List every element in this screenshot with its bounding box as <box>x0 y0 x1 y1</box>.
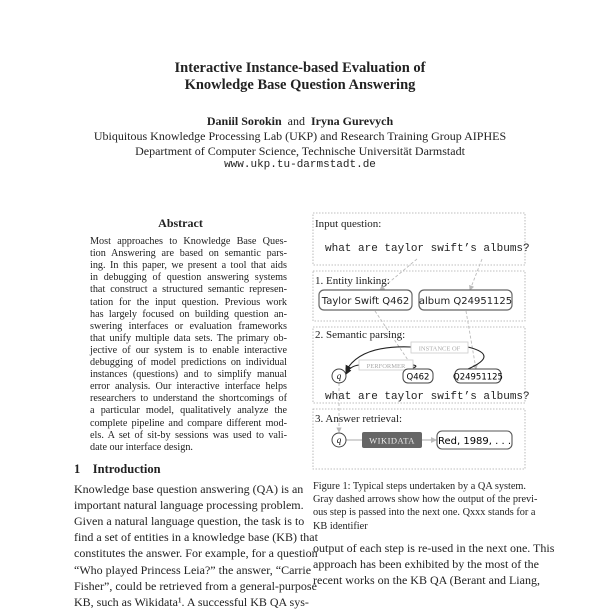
performer-edge <box>346 365 359 374</box>
text-line: constitutes the answer. For example, for a question <box>74 546 318 561</box>
variable-label: q <box>336 371 342 381</box>
text-line: Given a natural language question, the task is to <box>74 514 305 529</box>
text-line: ous step is passed into the next one. Qxxx stands for a <box>313 507 536 519</box>
text-line: jective of our system is to enable interactive <box>90 344 287 356</box>
text-line: KB, such as Wikidata¹. A successful KB QA sys- <box>74 594 309 609</box>
text-line: error analysis. Our interactive interface helps <box>90 381 287 393</box>
affiliation: Ubiquitous Knowledge Processing Lab (UKP) and Research Training Group AIPHES <box>93 129 507 143</box>
text-line: Knowledge base question answering (QA) is an <box>74 482 304 496</box>
answer-label: Red, 1989, . . . <box>437 436 512 447</box>
text-line: ing. In this paper, we present a tool that aids <box>90 260 287 272</box>
section-number: 1 <box>74 462 81 476</box>
text-line: a particular model, qualitatively analyze the <box>90 405 287 417</box>
paper-title-line-2: Knowledge Base Question Answering <box>184 77 416 93</box>
text-line: Figure 1: Typical steps undertaken by a QA system. <box>313 481 526 492</box>
author-name: Iryna Gurevych <box>311 114 394 128</box>
text-line: KB identifier <box>313 520 368 532</box>
department: Department of Computer Science, Technische Universität Darmstadt <box>135 144 465 158</box>
text-line: swering interfaces or evaluation frameworks <box>90 320 287 332</box>
paper-title-line-1: Interactive Instance-based Evaluation of <box>174 60 426 76</box>
text-line: researchers to understand the shortcomings of <box>90 393 287 405</box>
text-line: output of each step is re-used in the next one. This <box>313 541 555 555</box>
parsed-question-text: what are taylor swift’s albums? <box>325 391 530 403</box>
variable-label: q <box>336 435 342 445</box>
input-question-label: Input question: <box>315 218 382 230</box>
text-line: Fisher”, could be retrieved from a general-purpose <box>74 578 317 593</box>
text-line: approach has been exhibited by the most of the <box>313 557 539 572</box>
text-line: has largely focused on building question an- <box>90 308 287 320</box>
abstract-heading: Abstract <box>158 216 203 230</box>
entity-node-label: Q462 <box>406 372 430 383</box>
text-line: tion Answering are based on semantic pars- <box>90 248 287 260</box>
instance-of-edge-tail <box>468 347 484 369</box>
text-line: complete pipeline and compare different mod- <box>90 417 287 429</box>
relation-instance-of: INSTANCE OF <box>418 345 461 353</box>
text-line: find a set of entities in a knowledge base (KB) that <box>74 530 318 545</box>
text-line: Gray dashed arrows show how the output of the previ- <box>313 494 538 506</box>
input-question-text: what are taylor swift’s albums? <box>325 243 530 255</box>
author-name: Daniil Sorokin <box>206 114 282 128</box>
website-url: www.ukp.tu-darmstadt.de <box>224 159 376 171</box>
text-line: date our interface design. <box>90 441 193 453</box>
semantic-parsing-label: 2. Semantic parsing: <box>315 329 406 341</box>
text-line: Most approaches to Knowledge Base Ques- <box>90 236 287 247</box>
text-line: els. A set of sit-by sessions was used to vali- <box>90 429 287 441</box>
text-line: in debugging of question answering systems <box>90 272 287 284</box>
text-line: that unify multiple data sets. The primary ob- <box>90 332 287 344</box>
entity-label: album Q24951125 <box>418 296 513 307</box>
text-line: instances (questions) and to simplify manual <box>90 369 287 381</box>
text-line: “Who played Princess Leia?” the answer, “Carrie <box>74 562 312 577</box>
text-line: that construct a structured semantic represen- <box>90 284 287 296</box>
entity-label: Taylor Swift Q462 <box>321 296 410 307</box>
entity-node-label: Q24951125 <box>453 372 503 383</box>
text-line: important natural language processing problem. <box>74 498 304 513</box>
entity-linking-label: 1. Entity linking: <box>315 275 390 287</box>
section-title: Introduction <box>92 462 161 476</box>
wikidata-label: WIKIDATA <box>369 435 415 446</box>
author-separator: and <box>287 114 305 128</box>
text-line: debugging of model predictions on individual <box>90 357 287 368</box>
answer-retrieval-label: 3. Answer retrieval: <box>315 413 403 425</box>
relation-performer: PERFORMER <box>366 363 406 370</box>
text-line: tation for the input question. Previous work <box>90 296 287 308</box>
text-line: recent works on the KB QA (Berant and Liang, <box>313 573 540 588</box>
